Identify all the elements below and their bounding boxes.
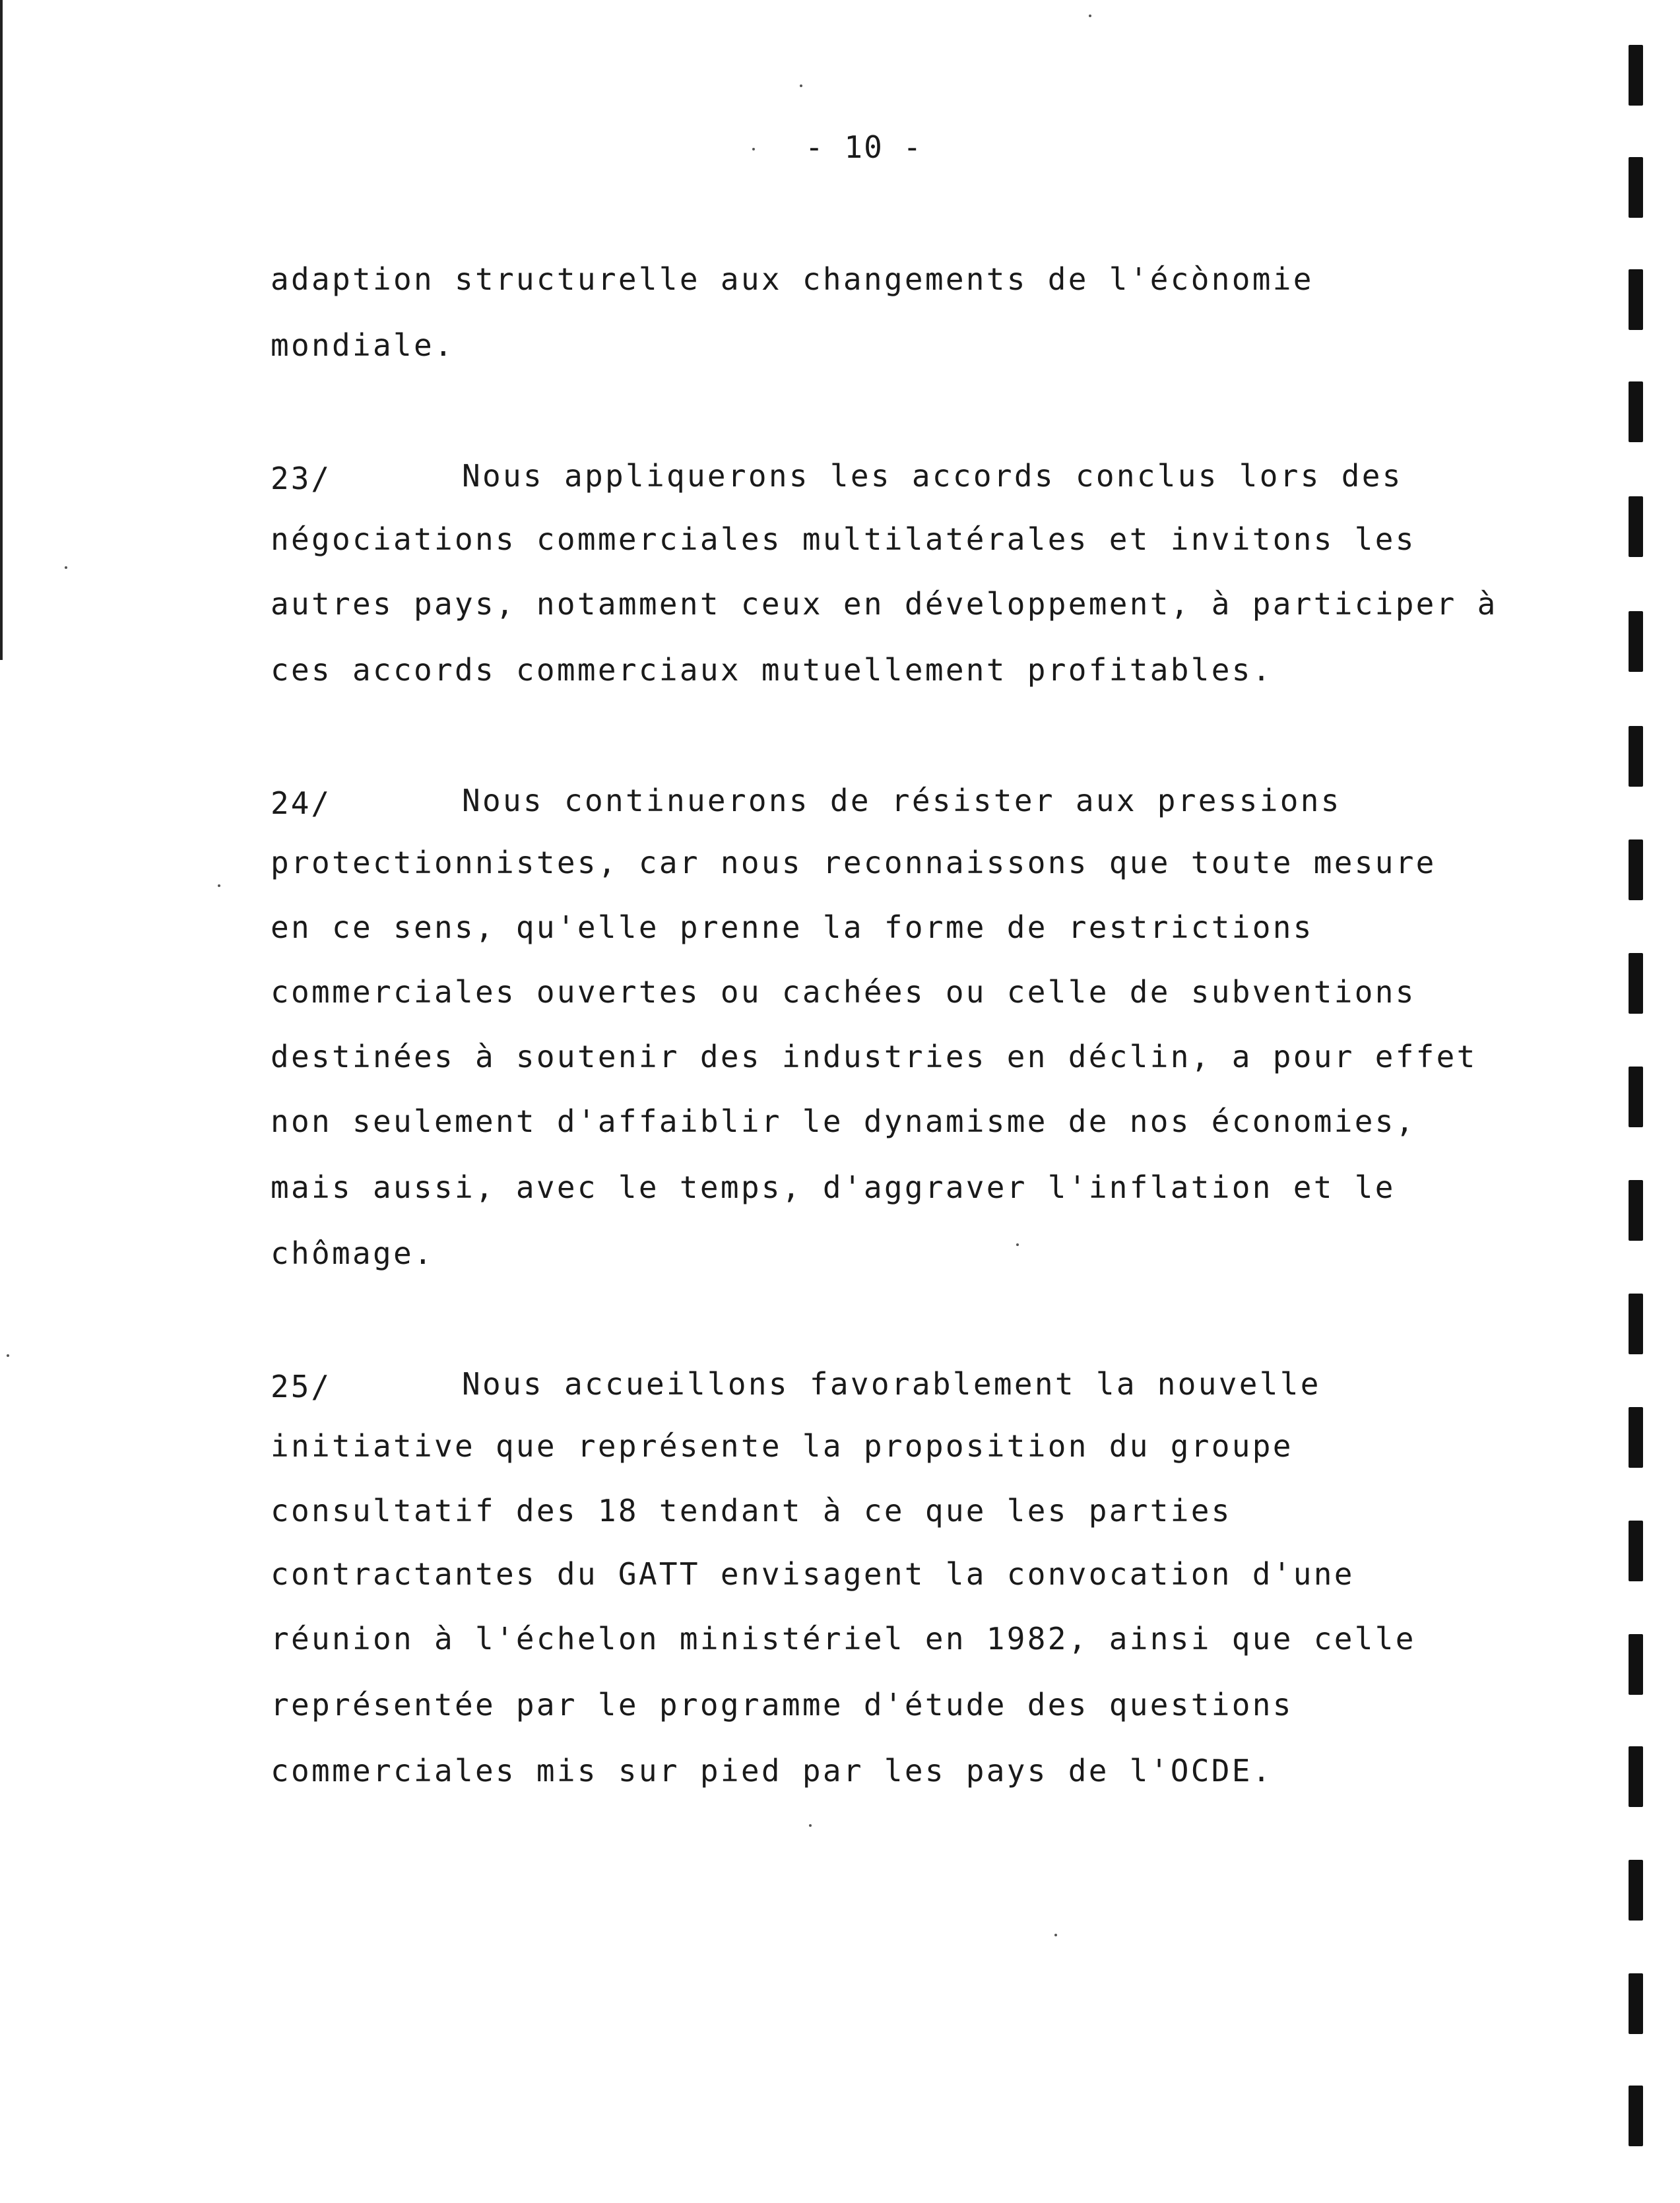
margin-bar — [1629, 2086, 1643, 2146]
paragraph-line: commerciales ouvertes ou cachées ou celle de subventions — [271, 974, 1416, 1010]
scan-speck — [752, 148, 755, 150]
scan-speck — [1016, 1243, 1019, 1246]
margin-bar — [1629, 381, 1643, 442]
margin-bar — [1629, 157, 1643, 218]
paragraph-line: mais aussi, avec le temps, d'aggraver l'inflation et le — [271, 1169, 1396, 1205]
margin-bar — [1629, 1634, 1643, 1695]
margin-bar — [1629, 1180, 1643, 1241]
scan-speck — [1089, 15, 1091, 17]
margin-bar — [1629, 1294, 1643, 1354]
paragraph-line: autres pays, notamment ceux en développement, à participer à — [271, 586, 1498, 622]
margin-bar — [1629, 45, 1643, 106]
paragraph-number: 25/ — [271, 1369, 332, 1404]
paragraph-line: négociations commerciales multilatérales et invitons les — [271, 521, 1416, 557]
paragraph-line: Nous continuerons de résister aux pressions — [462, 783, 1341, 818]
paragraph-line: représentée par le programme d'étude des questions — [271, 1687, 1293, 1723]
left-edge-rule — [0, 0, 3, 660]
margin-bar — [1629, 1067, 1643, 1127]
margin-bar — [1629, 496, 1643, 557]
paragraph-line: commerciales mis sur pied par les pays de l'OCDE. — [271, 1753, 1273, 1789]
scan-speck — [1054, 1934, 1057, 1936]
scan-speck — [7, 1354, 9, 1357]
paragraph-line: réunion à l'échelon ministériel en 1982, ainsi que celle — [271, 1621, 1416, 1657]
scan-speck — [800, 84, 802, 87]
margin-bar — [1629, 611, 1643, 672]
paragraph-line: chômage. — [271, 1235, 434, 1271]
margin-bar — [1629, 726, 1643, 787]
paragraph-line: protectionnistes, car nous reconnaissons que toute mesure — [271, 845, 1437, 880]
paragraph-line: Nous appliquerons les accords conclus lors des — [462, 458, 1403, 494]
continuation-line: adaption structurelle aux changements de l'écònomie — [271, 261, 1314, 297]
margin-bar — [1629, 269, 1643, 330]
scan-speck — [65, 566, 67, 569]
page-number: - 10 - — [805, 129, 923, 165]
margin-bar — [1629, 953, 1643, 1014]
paragraph-line: consultatif des 18 tendant à ce que les parties — [271, 1493, 1232, 1529]
paragraph-line: non seulement d'affaiblir le dynamisme de nos économies, — [271, 1103, 1416, 1139]
paragraph-number: 24/ — [271, 785, 332, 821]
paragraph-line: contractantes du GATT envisagent la convocation d'une — [271, 1556, 1355, 1592]
margin-bar — [1629, 839, 1643, 900]
paragraph-line: Nous accueillons favorablement la nouvelle — [462, 1366, 1321, 1402]
continuation-line: mondiale. — [271, 327, 455, 363]
scan-speck — [218, 884, 220, 887]
margin-bar — [1629, 1521, 1643, 1581]
margin-bar — [1629, 1746, 1643, 1807]
margin-bar — [1629, 1407, 1643, 1468]
paragraph-line: ces accords commerciaux mutuellement profitables. — [271, 652, 1273, 688]
margin-bar — [1629, 1973, 1643, 2034]
paragraph-line: destinées à soutenir des industries en déclin, a pour effet — [271, 1039, 1477, 1074]
paragraph-line: en ce sens, qu'elle prenne la forme de restrictions — [271, 909, 1314, 945]
margin-bar — [1629, 1860, 1643, 1921]
paragraph-number: 23/ — [271, 461, 332, 496]
paragraph-line: initiative que représente la proposition du groupe — [271, 1428, 1293, 1464]
scan-speck — [809, 1824, 812, 1827]
